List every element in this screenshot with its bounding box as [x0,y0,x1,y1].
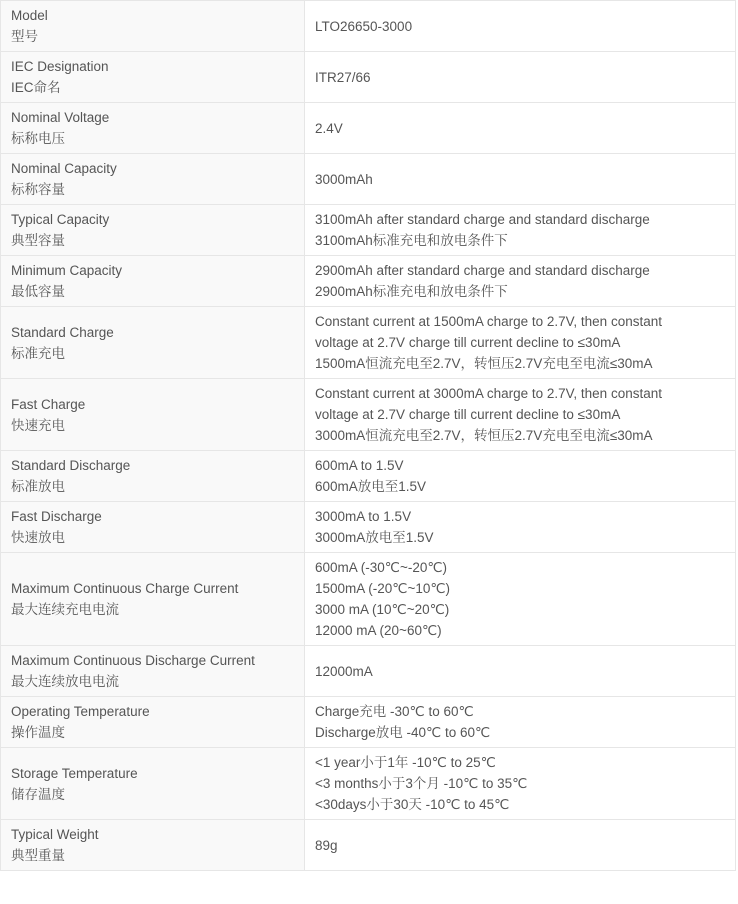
spec-row [1,697,736,748]
spec-table-body [1,1,736,871]
spec-value-line: <1 year小于1年 -10℃ to 25℃ [315,755,496,770]
spec-value-line: Constant current at 3000mA charge to 2.7V, then constant [315,386,662,401]
spec-row [1,748,736,820]
spec-label-en: Operating Temperature [11,704,150,719]
spec-value-line: Discharge放电 -40℃ to 60℃ [315,725,491,740]
spec-label-zh: 快速充电 [11,417,65,433]
spec-value-line: 3000mAh [315,171,373,187]
spec-label-zh: 最低容量 [11,284,65,299]
spec-label-cell [1,256,305,307]
spec-label-en: Standard Discharge [11,458,131,473]
spec-value-line: 600mA to 1.5V [315,458,404,473]
spec-label-en: Typical Weight [11,827,99,842]
spec-row [1,307,736,379]
spec-value-line: 1500mA (-20℃~10℃) [315,581,451,596]
spec-label-cell [1,697,305,748]
spec-label-zh: 典型重量 [11,848,65,863]
spec-row [1,1,736,52]
spec-label-cell [1,205,305,256]
spec-label-en: Maximum Continuous Discharge Current [11,653,255,668]
spec-value-line: 600mA (-30℃~-20℃) [315,560,448,575]
spec-value-line: 3100mAh标准充电和放电条件下 [315,233,508,248]
spec-value-line: voltage at 2.7V charge till current decline to ≤30mA [315,407,621,422]
spec-label-zh: 快速放电 [11,530,65,545]
spec-value-line: 3000mA to 1.5V [315,509,412,524]
spec-row [1,502,736,553]
spec-label-cell [1,553,305,646]
spec-value-line: Constant current at 1500mA charge to 2.7V, then constant [315,314,662,329]
spec-label-zh: 储存温度 [11,786,65,802]
spec-label-en: Fast Discharge [11,509,102,524]
spec-value-cell [305,646,736,697]
spec-value-line: 2900mAh标准充电和放电条件下 [315,284,508,299]
spec-row [1,820,736,871]
spec-value-line: 12000 mA (20~60℃) [315,623,442,638]
spec-label-cell [1,379,305,451]
spec-label-zh: 标称电压 [11,131,65,146]
spec-value-line: 1500mA恒流充电至2.7V，转恒压2.7V充电至电流≤30mA [315,356,653,371]
spec-label-en: Minimum Capacity [11,263,123,278]
spec-label-en: Nominal Voltage [11,110,110,125]
spec-label-en: Storage Temperature [11,765,138,781]
spec-value-line: 2.4V [315,120,343,136]
spec-label-cell [1,451,305,502]
spec-label-en: Typical Capacity [11,212,110,227]
spec-value-cell [305,502,736,553]
spec-label-cell [1,820,305,871]
spec-row [1,379,736,451]
spec-value-cell [305,103,736,154]
spec-value-line: LTO26650-3000 [315,18,413,34]
spec-value-cell [305,52,736,103]
spec-value-cell [305,748,736,820]
spec-label-cell [1,502,305,553]
spec-label-zh: 标称容量 [11,182,65,197]
spec-value-line: 3000mA恒流充电至2.7V，转恒压2.7V充电至电流≤30mA [315,428,653,443]
spec-row [1,205,736,256]
spec-row [1,451,736,502]
spec-label-en: IEC Designation [11,59,109,74]
spec-label-cell [1,1,305,52]
spec-value-line: 3000mA放电至1.5V [315,530,434,545]
spec-value-line: 12000mA [315,663,373,679]
spec-label-cell [1,103,305,154]
spec-label-cell [1,52,305,103]
spec-value-cell [305,256,736,307]
spec-value-line: 89g [315,837,338,853]
spec-row [1,256,736,307]
spec-value-line: 600mA放电至1.5V [315,479,427,494]
spec-value-cell [305,205,736,256]
spec-value-line: <30days小于30天 -10℃ to 45℃ [315,797,510,812]
spec-label-zh: 最大连续放电电流 [11,674,119,689]
spec-label-zh: 标准充电 [11,345,65,361]
spec-value-line: 3000 mA (10℃~20℃) [315,602,450,617]
spec-label-zh: 典型容量 [11,233,65,248]
spec-value-line: voltage at 2.7V charge till current decline to ≤30mA [315,335,621,350]
spec-value-cell [305,307,736,379]
spec-value-cell [305,697,736,748]
spec-value-cell [305,154,736,205]
spec-label-cell [1,307,305,379]
spec-value-cell [305,820,736,871]
spec-row [1,553,736,646]
spec-row [1,646,736,697]
spec-row [1,103,736,154]
spec-label-en: Maximum Continuous Charge Current [11,581,239,596]
spec-label-en: Model [11,8,48,23]
spec-value-line: <3 months小于3个月 -10℃ to 35℃ [315,776,528,791]
spec-label-zh: 型号 [11,29,38,44]
spec-label-zh: 操作温度 [11,725,65,740]
spec-label-en: Fast Charge [11,396,86,412]
spec-value-cell [305,451,736,502]
spec-row [1,154,736,205]
spec-value-cell [305,1,736,52]
spec-label-zh: 最大连续充电电流 [11,602,119,617]
spec-value-line: Charge充电 -30℃ to 60℃ [315,704,474,719]
spec-label-zh: 标准放电 [11,479,65,494]
spec-label-cell [1,154,305,205]
spec-value-cell [305,553,736,646]
spec-value-line: 2900mAh after standard charge and standard discharge [315,263,650,278]
spec-label-en: Standard Charge [11,324,114,340]
spec-value-line: ITR27/66 [315,69,371,85]
spec-value-line: 3100mAh after standard charge and standard discharge [315,212,650,227]
spec-row [1,52,736,103]
spec-label-en: Nominal Capacity [11,161,117,176]
spec-label-cell [1,748,305,820]
spec-value-cell [305,379,736,451]
spec-label-zh: IEC命名 [11,80,61,95]
spec-label-cell [1,646,305,697]
